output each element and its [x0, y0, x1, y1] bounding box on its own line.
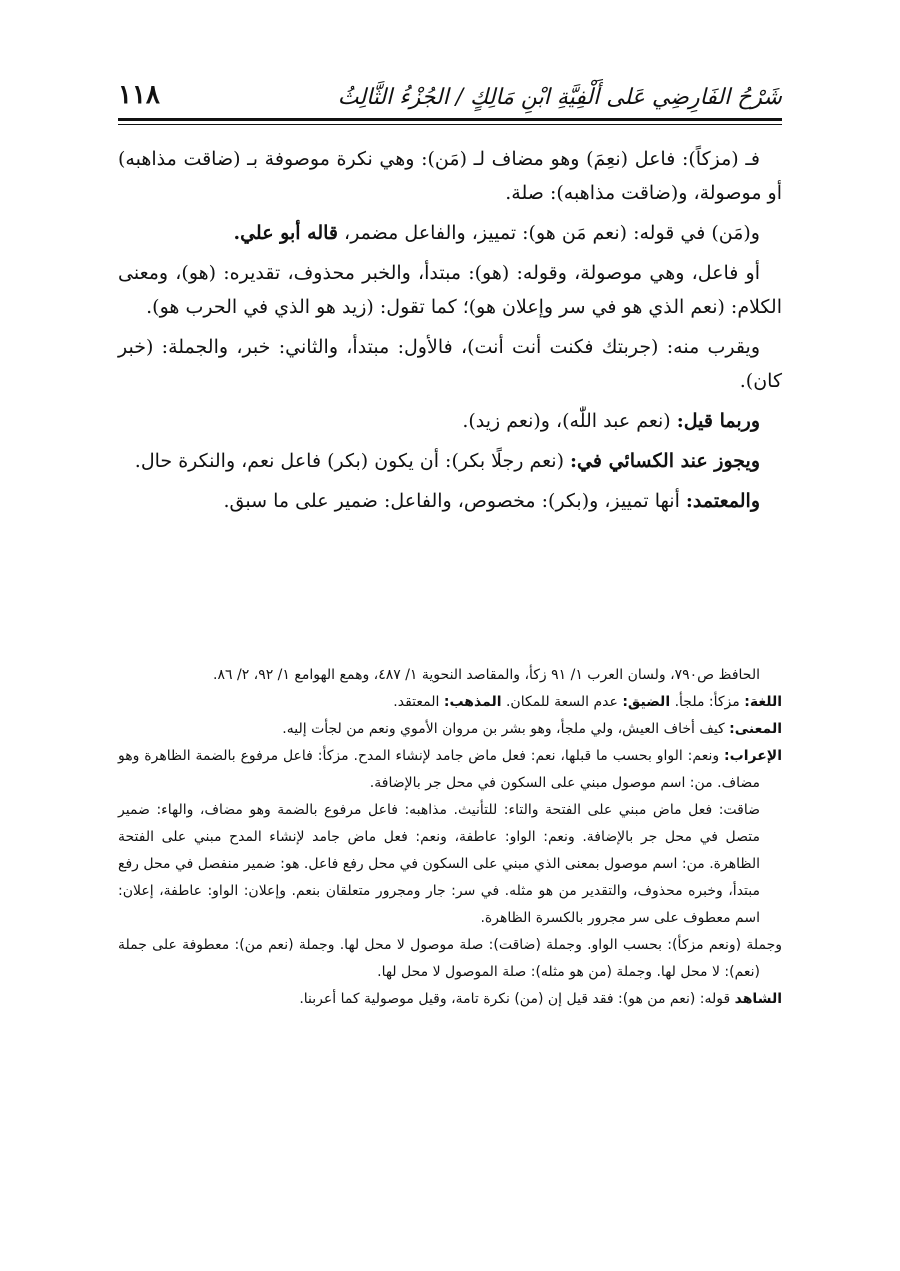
- running-header: [118, 70, 782, 110]
- footnote-lugha: اللغة: مزكأ: ملجأ. الضيق: عدم السعة للمكان. المذهب: المعتقد.: [393, 694, 782, 710]
- footnote-irab-continued: ضاقت: فعل ماض مبني على الفتحة والتاء: للتأنيث. مذاهبه: فاعل مرفوع بالضمة وهو مضاف، والهاء: ضمير متصل في محل جر بالإضافة. ونعم: الواو: عاطفة، ونعم: فعل ماض جامد لإنشاء المدح مبني على الفتحة الظاهرة. من: اسم موصول بمعنى الذي مبني على السكون في محل رفع فاعل. هو: ضمير منفصل في محل رفع مبتدأ، وخبره محذوف، والتقدير من هو مثله. في سر: جار ومجرور متعلقان بنعم. وإعلان: الواو: عاطفة، إعلان: اسم معطوف على سر مجرور بالكسرة الظاهرة.: [118, 802, 760, 926]
- paragraph-5: وربما قيل: (نعم عبد اللّٰه)، و(نعم زيد).: [462, 410, 760, 432]
- footnote-sources: الحافظ ص٧٩٠، ولسان العرب ١/ ٩١ زكأ، والمقاصد النحوية ١/ ٤٨٧، وهمع الهوامع ١/ ٩٢، ٢/ ٨٦.: [213, 667, 760, 683]
- paragraph-3: أو فاعل، وهي موصولة، وقوله: (هو): مبتدأ، والخبر محذوف، تقديره: (هو)، ومعنى الكلام: (نعم الذي هو في سر وإعلان هو)؛ كما تقول: (زيد هو الذي في الحرب هو).: [118, 262, 782, 318]
- paragraph-2: و(مَن) في قوله: (نعم مَن هو): تمييز، والفاعل مضمر، قاله أبو علي.: [233, 222, 760, 244]
- paragraph-7: والمعتمد: أنها تمييز، و(بكر): مخصوص، والفاعل: ضمير على ما سبق.: [223, 490, 760, 512]
- footnote-mana: المعنى: كيف أخاف العيش، ولي ملجأ، وهو بشر بن مروان الأموي ونعم من لجأت إليه.: [282, 721, 782, 737]
- page-number: ١١٨: [118, 80, 160, 110]
- paragraph-6: ويجوز عند الكسائي في: (نعم رجلًا بكر): أن يكون (بكر) فاعل نعم، والنكرة حال.: [134, 450, 760, 472]
- main-text: [118, 142, 782, 524]
- footnote-jumal: وجملة (ونعم مزكأ): بحسب الواو. وجملة (ضاقت): صلة موصول لا محل لها. وجملة (نعم من): معطوفة على جملة (نعم): لا محل لها. وجملة (من هو مثله): صلة الموصول لا محل لها.: [118, 937, 782, 980]
- header-rule-thin: [118, 124, 782, 125]
- paragraph-1: فـ (مزكاً): فاعل (نعِمَ) وهو مضاف لـ (مَن): وهي نكرة موصوفة بـ (ضاقت مذاهبه) أو موصولة، و(ضاقت مذاهبه): صلة.: [118, 148, 782, 204]
- footnote-irab: الإعراب: ونعم: الواو بحسب ما قبلها، نعم: فعل ماض جامد لإنشاء المدح. مزكأ: فاعل مرفوع بالضمة الظاهرة وهو مضاف. من: اسم موصول مبني على السكون في محل جر بالإضافة.: [118, 748, 782, 791]
- paragraph-4: ويقرب منه: (جربتك فكنت أنت أنت)، فالأول: مبتدأ، والثاني: خبر، والجملة: (خبر كان).: [118, 336, 782, 392]
- footnotes: [118, 662, 782, 1013]
- header-rule-thick: [118, 118, 782, 121]
- header-title: شَرْحُ الفَارِضِي عَلى أَلْفِيَّةِ ابْنِ مَالِكٍ / الجُزْءُ الثَّالِثُ: [337, 85, 782, 110]
- footnote-shahid: الشاهد قوله: (نعم من هو): فقد قيل إن (من) نكرة تامة، وقيل موصولية كما أعربنا.: [299, 991, 782, 1007]
